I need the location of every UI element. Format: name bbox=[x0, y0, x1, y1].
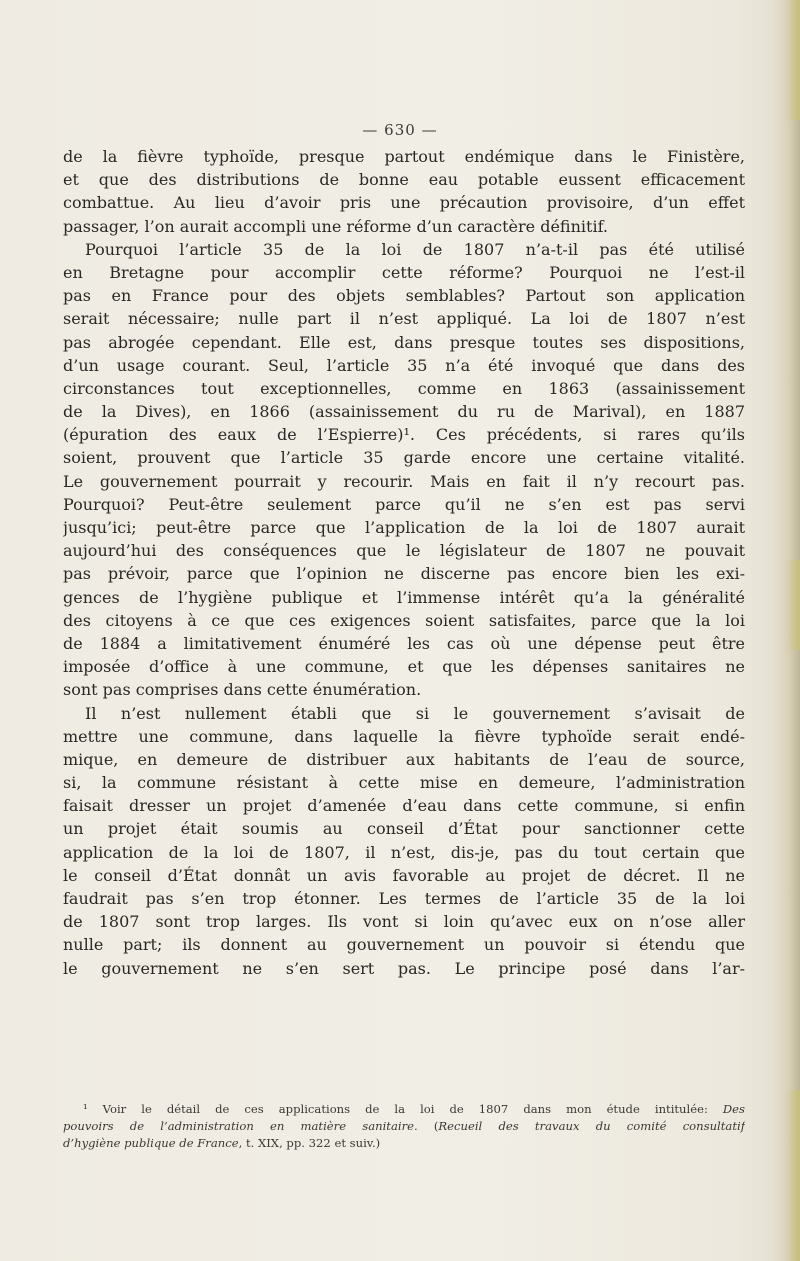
body-text bbox=[63, 145, 745, 980]
footnote-line bbox=[63, 1118, 745, 1135]
footnote-title: Des bbox=[722, 1102, 745, 1116]
text-line: si, la commune résistant à cette mise en demeure, l’administration bbox=[63, 773, 745, 793]
text-line: mettre une commune, dans laquelle la fièvre typhoïde serait endé- bbox=[63, 726, 745, 746]
text-line: faisait dresser un projet d’amenée d’eau dans cette commune, si enfin bbox=[63, 796, 745, 816]
text-line: mique, en demeure de distribuer aux habitants de l’eau de source, bbox=[63, 749, 745, 769]
footnote-journal: Recueil des travaux du comité consultatif bbox=[438, 1119, 745, 1133]
text-line: circonstances tout exceptionnelles, comme en 1863 (assainissement bbox=[63, 378, 745, 398]
text-line: Il n’est nullement établi que si le gouvernement s’avisait de bbox=[85, 703, 745, 723]
footnote-text: , t. XIX, pp. 322 et suiv.) bbox=[238, 1136, 381, 1150]
text-line: (épuration des eaux de l’Espierre)¹. Ces précédents, si rares qu’ils bbox=[63, 425, 745, 445]
text-line: le gouvernement ne s’en sert pas. Le principe posé dans l’ar- bbox=[63, 958, 745, 978]
text-line: application de la loi de 1807, il n’est, dis-je, pas du tout certain que bbox=[63, 842, 745, 862]
text-line: combattue. Au lieu d’avoir pris une précaution provisoire, d’un effet bbox=[63, 193, 745, 213]
footnote-line bbox=[63, 1101, 745, 1118]
text-line: gences de l’hygiène publique et l’immense intérêt qu’a la généralité bbox=[63, 587, 745, 607]
page-edge-stain bbox=[786, 1090, 800, 1261]
text-line: le conseil d’État donnât un avis favorable au projet de décret. Il ne bbox=[63, 865, 745, 885]
text-line: faudrait pas s’en trop étonner. Les termes de l’article 35 de la loi bbox=[63, 889, 745, 908]
footnote bbox=[63, 1101, 745, 1152]
text-line: pas en France pour des objets semblables? Partout son application bbox=[63, 286, 745, 306]
text-line: pas prévoir, parce que l’opinion ne discerne pas encore bien les exi- bbox=[63, 564, 745, 584]
page-edge-stain bbox=[786, 0, 800, 120]
text-line: Pourquoi l’article 35 de la loi de 1807 n’a-t-il pas été utilisé bbox=[85, 239, 745, 259]
footnote-title: pouvoirs de l’administration en matière sanitaire. bbox=[63, 1119, 418, 1133]
footnote-journal: d’hygiène publique de France bbox=[63, 1136, 239, 1150]
footnote-text: ( bbox=[417, 1119, 439, 1133]
text-line: aujourd’hui des conséquences que le législateur de 1807 ne pouvait bbox=[63, 541, 745, 561]
text-line: de la fièvre typhoïde, presque partout endémique dans le Finistère, bbox=[63, 147, 745, 166]
text-line: de la Dives), en 1866 (assainissement du ru de Marival), en 1887 bbox=[63, 402, 745, 422]
text-line: soient, prouvent que l’article 35 garde encore une certaine vitalité. bbox=[63, 448, 745, 468]
text-line: de 1807 sont trop larges. Ils vont si loin qu’avec eux on n’ose aller bbox=[63, 912, 745, 932]
text-line: jusqu’ici; peut-être parce que l’application de la loi de 1807 aurait bbox=[63, 518, 745, 537]
text-line: d’un usage courant. Seul, l’article 35 n’a été invoqué que dans des bbox=[63, 355, 745, 375]
text-line: Pourquoi? Peut-être seulement parce qu’il ne s’en est pas servi bbox=[63, 494, 745, 514]
text-line: serait nécessaire; nulle part il n’est appliqué. La loi de 1807 n’est bbox=[63, 309, 745, 329]
text-line: de 1884 a limitativement énuméré les cas où une dépense peut être bbox=[63, 633, 745, 653]
text-line: passager, l’on aurait accompli une réforme d’un caractère définitif. bbox=[63, 216, 609, 236]
text-line: un projet était soumis au conseil d’État pour sanctionner cette bbox=[63, 819, 745, 839]
text-line: en Bretagne pour accomplir cette réforme? Pourquoi ne l’est-il bbox=[63, 262, 745, 282]
footnote-line bbox=[63, 1135, 745, 1152]
text-line: et que des distributions de bonne eau potable eussent efficacement bbox=[63, 170, 745, 190]
text-line: pas abrogée cependant. Elle est, dans presque toutes ses dispositions, bbox=[63, 332, 745, 352]
text-line: imposée d’office à une commune, et que les dépenses sanitaires ne bbox=[63, 657, 745, 677]
text-line: Le gouvernement pourrait y recourir. Mais en fait il n’y recourt pas. bbox=[63, 471, 745, 491]
text-line: sont pas comprises dans cette énumération. bbox=[63, 680, 422, 700]
page-number: — 630 — bbox=[362, 121, 438, 139]
footnote-text: ¹ Voir le détail de ces applications de la loi de 1807 dans mon étude intitulée: bbox=[83, 1102, 723, 1116]
text-line: des citoyens à ce que ces exigences soient satisfaites, parce que la loi bbox=[63, 610, 745, 630]
page-edge-stain bbox=[786, 560, 800, 650]
text-line: nulle part; ils donnent au gouvernement un pouvoir si étendu que bbox=[63, 935, 745, 955]
